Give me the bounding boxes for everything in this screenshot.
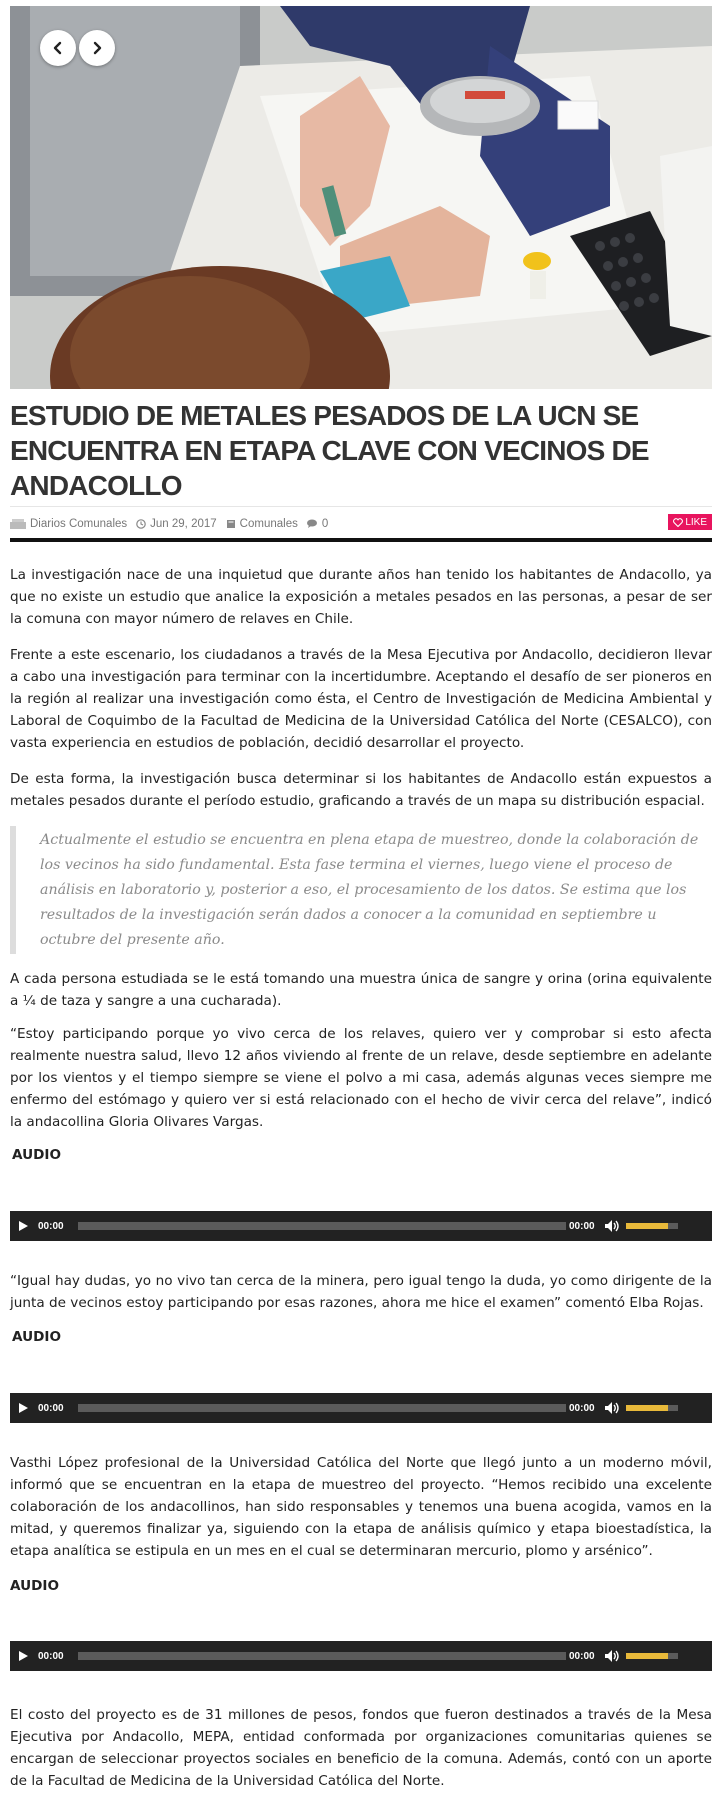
play-button[interactable] [18, 1219, 32, 1233]
play-button[interactable] [18, 1401, 32, 1415]
progress-bar[interactable] [78, 1404, 566, 1412]
comments-link[interactable] [307, 518, 328, 530]
like-label: LIKE [685, 516, 707, 528]
volume-icon [604, 1401, 620, 1415]
duration: 00:00 [569, 1220, 595, 1232]
paragraph-6: “Igual hay dudas, yo no vivo tan cerca de la minera, pero igual tengo la duda, yo como dirigente de la junta de vecinos estoy participando por esas razones, ahora me hice el examen” comentó Elba Rojas. [10, 1273, 712, 1311]
volume-icon [604, 1219, 620, 1233]
paragraph-8: El costo del proyecto es de 31 millones de pesos, fondos que fueron destinados a través de la Mesa Ejecutiva por Andacollo, MEPA, entidad conformada por organizaciones comunitarias quienes se encargan de seleccionar proyectos sociales en beneficio de la comuna. Además, contó con un aporte de la Facultad de Medicina de la Universidad Católica del Norte. [10, 1707, 712, 1789]
paragraph-2: Frente a este escenario, los ciudadanos a través de la Mesa Ejecutiva por Andacollo, decidieron llevar a cabo una investigación para terminar con la incertidumbre. Aceptando el desafío de ser pioneros en la región al realizar una investigación como ésta, el Centro de Investigación de Medicina Ambiental y Laboral de Coquimbo de la Facultad de Medicina de la Universidad Católica del Norte (CESALCO), con vasta experiencia en estudios de población, decidió desarrollar el proyecto. [10, 647, 712, 751]
volume-level [626, 1653, 668, 1659]
play-button[interactable] [18, 1649, 32, 1663]
hero-image [10, 6, 712, 389]
author-link[interactable] [10, 518, 127, 530]
hero-photo [10, 6, 712, 389]
volume-slider[interactable] [626, 1653, 678, 1659]
category-link[interactable] [226, 518, 298, 530]
clock-icon [136, 519, 146, 529]
like-button[interactable] [668, 514, 712, 530]
date [136, 518, 217, 530]
audio-heading-2: AUDIO [12, 1329, 62, 1345]
mute-button[interactable] [604, 1219, 620, 1233]
volume-level [626, 1405, 668, 1411]
article-meta [10, 506, 712, 540]
mute-button[interactable] [604, 1649, 620, 1663]
volume-level [626, 1223, 668, 1229]
chevron-right-icon [90, 41, 104, 55]
pull-quote: Actualmente el estudio se encuentra en plena etapa de muestreo, donde la colaboración de los vecinos ha sido fundamental. Esta fase termina el viernes, luego viene el proceso de análisis en laboratorio y, posterior a eso, el procesamiento de los datos. Se estima que los resultados de la investigación serán dados a conocer a la comunidad en septiembre u octubre del presente año. [10, 826, 712, 954]
audio-heading-1: AUDIO [12, 1147, 62, 1163]
paragraph-5: “Estoy participando porque yo vivo cerca de los relaves, quiero ver y comprobar si esto afecta realmente nuestra salud, llevo 12 años viviendo al frente de un relave, desde septiembre en adelante por los vientos y el tiempo siempre se viene el polvo a mi casa, además algunas veces siempre me enfermo del estómago y quiero ver si está relacionado con el hecho de vivir cerca del relave”, indicó la andacollina Gloria Olivares Vargas. [10, 1026, 712, 1130]
chevron-left-icon [51, 41, 65, 55]
slider-prev-button[interactable] [40, 30, 76, 66]
audio-player-3 [10, 1641, 712, 1671]
author-name: Diarios Comunales [30, 517, 128, 530]
slider-next-button[interactable] [79, 30, 115, 66]
comments-icon [307, 519, 318, 529]
duration: 00:00 [569, 1650, 595, 1662]
paragraph-1: La investigación nace de una inquietud que durante años han tenido los habitantes de Andacollo, ya que no existe un estudio que analice la exposición a metales pesados en las personas, a pesar de ser la comuna con mayor número de relaves en Chile. [10, 567, 712, 627]
mute-button[interactable] [604, 1401, 620, 1415]
volume-slider[interactable] [626, 1223, 678, 1229]
paragraph-4: A cada persona estudiada se le está tomando una muestra única de sangre y orina (orina equivalente a ¼ de taza y sangre a una cucharada). [10, 971, 712, 1009]
audio-player-2 [10, 1393, 712, 1423]
volume-slider[interactable] [626, 1405, 678, 1411]
play-icon [18, 1220, 29, 1232]
article-title: ESTUDIO DE METALES PESADOS DE LA UCN SE ENCUENTRA EN ETAPA CLAVE CON VECINOS DE ANDACOLLO [10, 400, 649, 501]
volume-icon [604, 1649, 620, 1663]
current-time: 00:00 [38, 1220, 64, 1232]
play-icon [18, 1650, 29, 1662]
title-divider [10, 538, 712, 542]
author-avatar-icon [10, 519, 26, 529]
comments-count: 0 [321, 517, 329, 530]
paragraph-7: Vasthi López profesional de la Universidad Católica del Norte que llegó junto a un moderno móvil, informó que se encuentran en la etapa de muestreo del proyecto. “Hemos recibido una excelente colaboración de los andacollinos, han sido responsables y tenemos una buena acogida, vamos en la mitad, y queremos finalizar ya, siguiendo con la etapa de análisis químico y etapa bioestadística, la etapa analítica se estipula en un mes en el cual se determinaran mercurio, plomo y arsénico”. [10, 1455, 712, 1559]
date-text: Jun 29, 2017 [150, 517, 217, 530]
progress-bar[interactable] [78, 1652, 566, 1660]
duration: 00:00 [569, 1402, 595, 1414]
progress-bar[interactable] [78, 1222, 566, 1230]
paragraph-3: De esta forma, la investigación busca determinar si los habitantes de Andacollo están expuestos a metales pesados durante el período estudio, graficando a través de un mapa su distribución espacial. [10, 771, 712, 809]
audio-player-1 [10, 1211, 712, 1241]
heart-icon [673, 518, 683, 527]
play-icon [18, 1402, 29, 1414]
audio-heading-3: AUDIO [10, 1578, 60, 1594]
book-icon [226, 519, 236, 529]
current-time: 00:00 [38, 1402, 64, 1414]
category-text: Comunales [239, 517, 298, 530]
current-time: 00:00 [38, 1650, 64, 1662]
